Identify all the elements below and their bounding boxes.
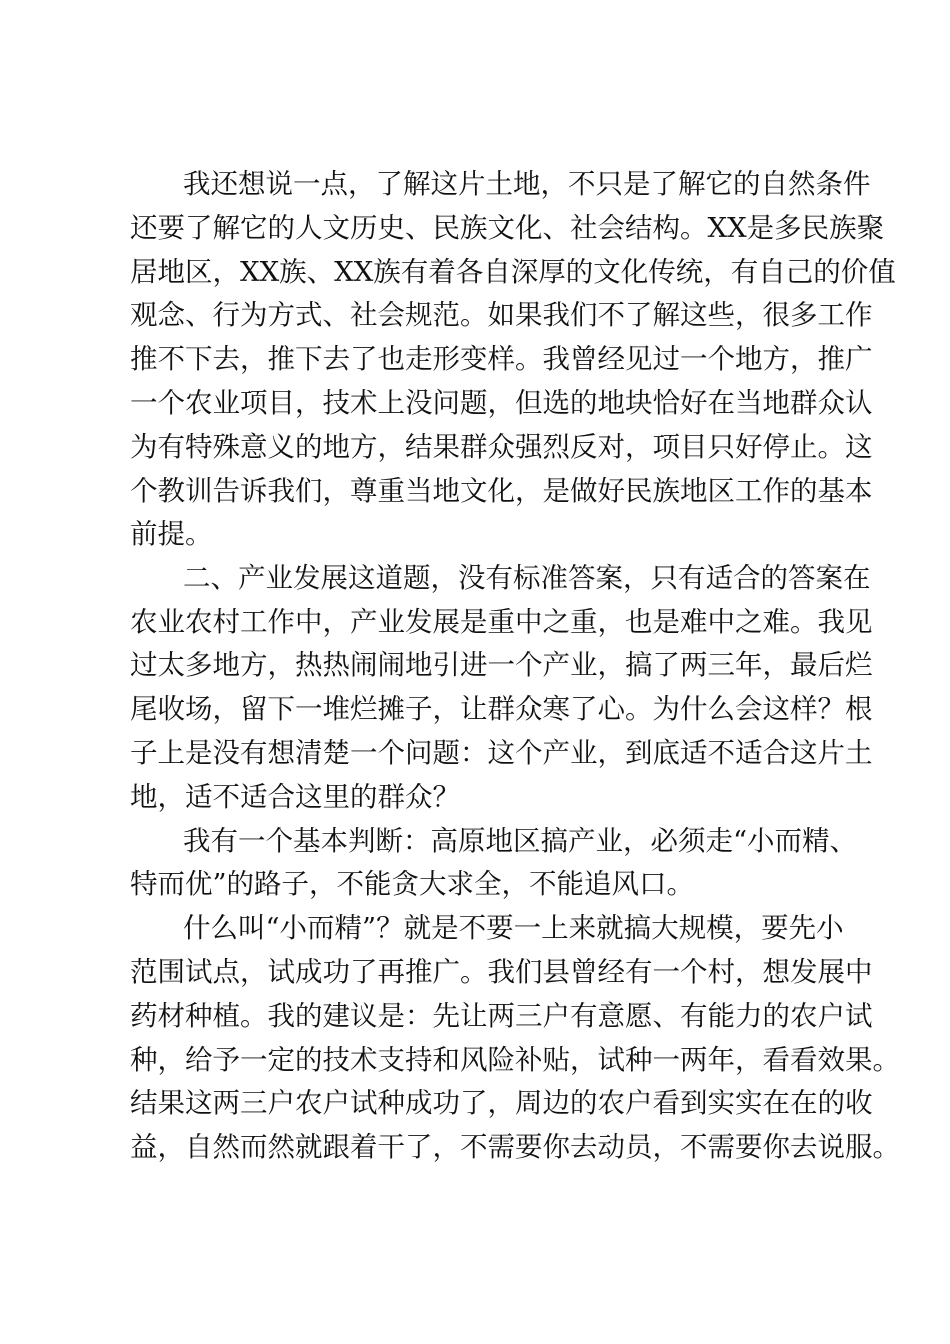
text-line: 结果这两三户农户试种成功了，周边的农户看到实实在在的收 [130,1087,873,1119]
text-line: 益，自然而然就跟着干了，不需要你去动员，不需要你去说服。 [130,1131,900,1163]
text-line: 居地区，XX族、XX族有着各自深厚的文化传统，有自己的价值 [130,256,896,288]
text-line: 农业农村工作中，产业发展是重中之重，也是难中之难。我见 [130,606,873,638]
text-line: 前提。 [130,518,213,550]
text-line: 药材种植。我的建议是：先让两三户有意愿、有能力的农户试 [130,1000,873,1032]
text-line: 我还想说一点，了解这片土地，不只是了解它的自然条件 [183,168,871,200]
section-heading: 二、产业发展这道题，没有标准答案，只有适合的答案在 [183,562,871,594]
text-line: 过太多地方，热热闹闹地引进一个产业，搞了两三年，最后烂 [130,649,873,681]
text-line: 地，适不适合这里的群众？ [130,781,460,813]
text-line: 尾收场，留下一堆烂摊子，让群众寒了心。为什么会这样？根 [130,693,873,725]
text-line: 子上是没有想清楚一个问题：这个产业，到底适不适合这片土 [130,737,873,769]
text-line: 为有特殊意义的地方，结果群众强烈反对，项目只好停止。这 [130,431,873,463]
text-line: 推不下去，推下去了也走形变样。我曾经见过一个地方，推广 [130,343,873,375]
text-line: 个教训告诉我们，尊重当地文化，是做好民族地区工作的基本 [130,475,873,507]
text-line: 特而优”的路子，不能贪大求全，不能追风口。 [130,868,695,900]
text-line: 我有一个基本判断：高原地区搞产业，必须走“小而精、 [183,825,858,857]
text-line: 什么叫“小而精”？就是不要一上来就搞大规模，要先小 [183,912,844,944]
text-line: 种，给予一定的技术支持和风险补贴，试种一两年，看看效果。 [130,1044,900,1076]
text-line: 还要了解它的人文历史、民族文化、社会结构。XX是多民族聚 [130,212,885,244]
text-line: 一个农业项目，技术上没问题，但选的地块恰好在当地群众认 [130,387,873,419]
text-line: 范围试点，试成功了再推广。我们县曾经有一个村，想发展中 [130,956,873,988]
text-line: 观念、行为方式、社会规范。如果我们不了解这些，很多工作 [130,299,873,331]
